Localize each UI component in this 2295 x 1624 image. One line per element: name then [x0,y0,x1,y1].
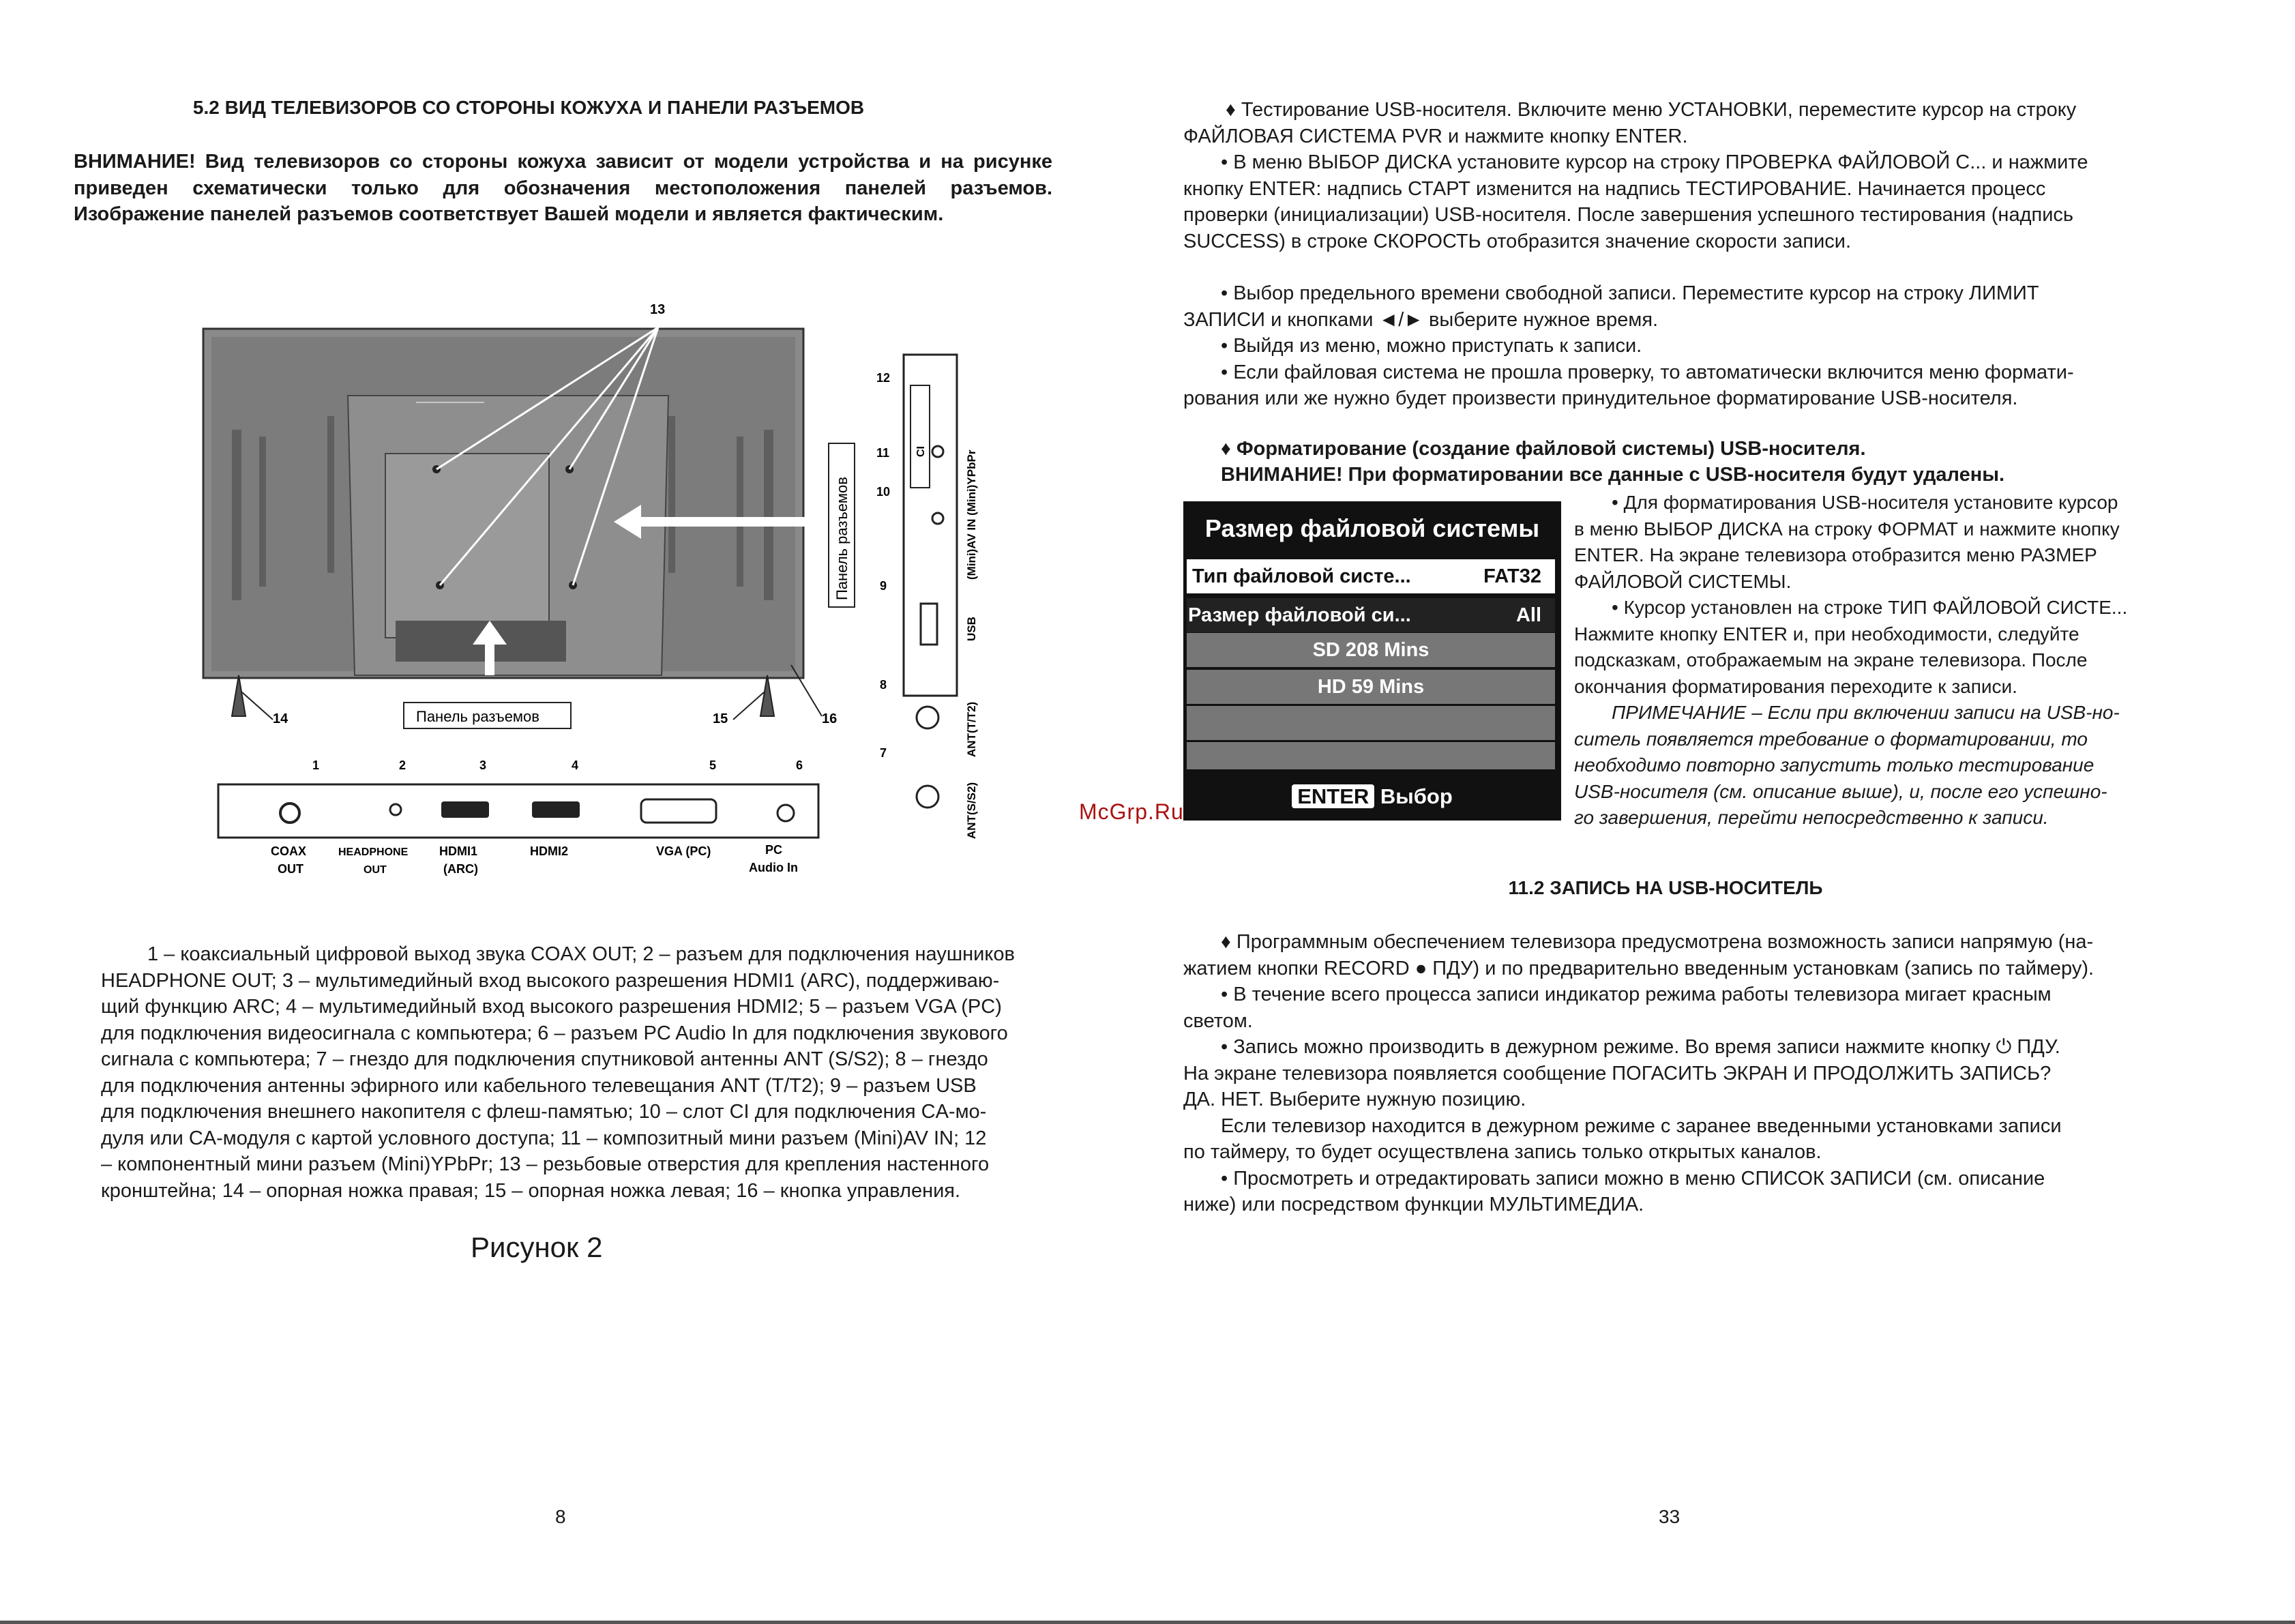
legend-line: дуля или CA-модуля с картой условного доступа; 11 – композитный мини разъем (Mini)AV IN; 12 [101,1127,987,1149]
bottom-edge [0,1621,2295,1624]
conn-label-audio-in: Audio In [749,861,798,874]
text-line: • В меню ВЫБОР ДИСКА установите курсор на строку ПРОВЕРКА ФАЙЛОВОЙ С... и нажмите [1221,151,2088,173]
side-num-12: 12 [876,371,891,385]
panel-label-bottom: Панель разъемов [416,708,539,725]
text-line: светом. [1183,1009,1253,1032]
recording-heading: 11.2 ЗАПИСЬ НА USB-НОСИТЕЛЬ [1508,877,1823,898]
text-line: ситель появляется требование о форматировании, то [1574,728,2088,750]
record-limit-paragraph [1183,280,2200,412]
tv-rear-diagram [191,293,1037,894]
conn-label-vga: VGA (PC) [656,844,711,858]
leg-left [760,675,774,716]
conn-num-3: 3 [479,758,487,772]
text-line: проверки (инициализации) USB-носителя. После завершения успешного тестирования (надпись [1183,204,2073,226]
side-label-ant-s: ANT(S/S2) [965,782,978,839]
legend-line: HEADPHONE OUT; 3 – мультимедийный вход высокого разрешения HDMI1 (ARC), поддерживаю- [101,969,1000,992]
conn-label-hdmi1-2: (ARC) [443,862,478,876]
conn-num-4: 4 [572,758,579,772]
text-line: по таймеру, то будет осуществлена запись только открытых каналов. [1183,1141,1822,1163]
filesystem-size-menu [1183,501,1561,821]
conn-label-hdmi1: HDMI1 [439,844,478,858]
bottom-panel [218,784,818,838]
menu-row-hd: HD 59 Mins [1187,670,1555,704]
label-14: 14 [273,711,288,726]
legend-line: 1 – коаксиальный цифровой выход звука COAX OUT; 2 – разъем для подключения наушников [147,943,1015,965]
menu-row-empty [1187,742,1555,769]
row-value: FAT32 [1483,565,1541,587]
menu-row-fs-size[interactable] [1187,598,1555,632]
enter-key[interactable]: ENTER [1292,784,1374,808]
side-label-ant-t: ANT(T/T2) [965,701,978,757]
text-line: • В течение всего процесса записи индикатор режима работы телевизора мигает красным [1221,984,2052,1005]
conn-label-coax: COAX [271,844,307,858]
figure-caption: Рисунок 2 [471,1231,603,1263]
legend-line: сигнала с компьютера; 7 – гнездо для подключения спутниковой антенны ANT (S/S2); 8 – гнездо [101,1048,988,1070]
conn-label-pc: PC [765,843,783,857]
conn-label-headphone-2: OUT [364,864,387,876]
text-line: • Запись можно производить в дежурном режиме. Во время записи нажмите кнопку ⏻ ПДУ. [1221,1036,2060,1058]
text-line: Если телевизор находится в дежурном режиме с заранее введенными установками записи [1221,1114,2062,1137]
text-line: ЗАПИСИ и кнопками ◄/► выберите нужное время. [1183,308,1659,331]
text-line: USB-носителя (см. описание выше), и, после его успешно- [1574,780,2107,802]
conn-label-coax-2: OUT [278,862,303,876]
text-line: го завершения, перейти непосредственно к записи. [1574,807,2049,828]
text-line: • Для форматирования USB-носителя установите курсор [1612,492,2118,513]
menu-row-fs-type[interactable] [1187,559,1555,593]
text-line: в меню ВЫБОР ДИСКА на строку ФОРМАТ и нажмите кнопку [1574,518,2120,540]
row-label: Тип файловой систе... [1192,565,1411,587]
side-num-8: 8 [880,678,887,692]
label-15: 15 [713,711,728,726]
text-line: окончания форматирования переходите к записи. [1574,675,2017,697]
text-line: • Курсор установлен на строке ТИП ФАЙЛОВОЙ СИСТЕ... [1612,597,2128,618]
side-label-usb: USB [965,617,978,641]
text-line: ♦ Программным обеспечением телевизора предусмотрена возможность записи напрямую (на- [1221,931,2094,953]
text-line: • Выйдя из меню, можно приступать к записи. [1221,335,1642,357]
text-line: Нажмите кнопку ENTER и, при необходимости, следуйте [1574,623,2079,645]
conn-num-2: 2 [399,758,406,772]
label-16: 16 [822,711,838,726]
conn-num-5: 5 [709,758,717,772]
format-title: ♦ Форматирование (создание файловой системы) USB-носителя. [1221,438,1866,460]
text-line: ♦ Тестирование USB-носителя. Включите меню УСТАНОВКИ, переместите курсор на строку [1226,99,2077,121]
row-label: Размер файловой си... [1188,604,1411,626]
text-line: жатием кнопки RECORD ● ПДУ) и по предварительно введенным установкам (запись по таймеру). [1183,957,2094,979]
text-line: кнопку ENTER: надпись СТАРТ изменится на надпись ТЕСТИРОВАНИЕ. Начинается процесс [1183,177,2046,200]
legend-line: кронштейна; 14 – опорная ножка правая; 15 – опорная ножка левая; 16 – кнопка управления. [101,1179,961,1202]
format-instructions [1574,490,2202,700]
text-line: необходимо повторно запустить только тестирование [1574,754,2094,776]
svg-text:CI: CI [915,446,927,457]
section-heading: 5.2 ВИД ТЕЛЕВИЗОРОВ СО СТОРОНЫ КОЖУХА И ПАНЕЛИ РАЗЪЕМОВ [192,97,865,118]
legend-line: для подключения видеосигнала с компьютера; 6 – разъем PC Audio In для подключения звукового [101,1022,1008,1044]
side-label-av: (Mini)AV IN (Mini)YPbPr [965,449,978,580]
legend-line: для подключения внешнего накопителя с флеш-памятью; 10 – слот CI для подключения CA-мо- [101,1101,987,1123]
menu-row-empty [1187,706,1555,740]
usb-test-paragraph [1183,97,2200,254]
text-line: На экране телевизора появляется сообщение ПОГАСИТЬ ЭКРАН И ПРОДОЛЖИТЬ ЗАПИСЬ? [1183,1062,2052,1084]
text-line: • Если файловая система не прошла проверку, то автоматически включится меню формати- [1221,361,2074,383]
callout-13: 13 [650,302,666,317]
text-line: подсказкам, отображаемым на экране телевизора. После [1574,649,2088,670]
text-line: • Просмотреть и отредактировать записи можно в меню СПИСОК ЗАПИСИ (см. описание [1221,1167,2045,1190]
text-line: ПРИМЕЧАНИЕ – Если при включении записи на USB-но- [1612,702,2120,723]
legend-description [101,941,1080,1204]
text-line: ДА. НЕТ. Выберите нужную позицию. [1183,1089,1526,1110]
text-line: • Выбор предельного времени свободной записи. Переместите курсор на строку ЛИМИТ [1221,282,2039,304]
conn-num-1: 1 [312,758,320,772]
side-num-10: 10 [876,485,891,499]
legend-line: щий функцию ARC; 4 – мультимедийный вход высокого разрешения HDMI2; 5 – разъем VGA (PC) [101,996,1002,1018]
text-line: рования или же нужно будет произвести принудительное форматирование USB-носителя. [1183,387,2018,409]
conn-label-headphone: HEADPHONE [338,846,409,858]
menu-footer [1183,772,1561,821]
row-value: All [1515,604,1541,626]
page-number-right: 33 [1659,1506,1680,1527]
recording-paragraph [1183,929,2200,1218]
left-page [0,0,1147,1624]
text-line: ФАЙЛОВАЯ СИСТЕМА PVR и нажмите кнопку ENTER. [1183,125,1688,147]
leg-right [232,675,246,716]
panel-label-side: Панель разъемов [833,477,850,600]
menu-row-sd: SD 208 Mins [1187,633,1555,667]
format-warning: ВНИМАНИЕ! При форматировании все данные с USB-носителя будут удалены. [1221,464,2005,486]
side-num-9: 9 [880,579,887,593]
menu-title: Размер файловой системы [1204,514,1540,542]
text-line: ФАЙЛОВОЙ СИСТЕМЫ. [1574,570,1792,592]
format-note [1574,700,2202,831]
conn-num-6: 6 [796,758,803,772]
mounting-plate [385,454,549,638]
side-num-7: 7 [880,746,887,760]
side-num-11: 11 [876,446,890,460]
watermark: McGrp.Ru [1079,799,1184,824]
footer-action: Выбор [1380,784,1453,808]
right-page [1079,0,2295,1624]
legend-line: для подключения антенны эфирного или кабельного телевещания ANT (T/T2); 9 – разъем USB [101,1074,977,1097]
text-line: ниже) или посредством функции МУЛЬТИМЕДИА. [1183,1194,1644,1215]
conn-label-hdmi2: HDMI2 [530,844,569,858]
text-line: SUCCESS) в строке СКОРОСТЬ отобразится значение скорости записи. [1183,230,1852,252]
legend-line: – компонентный мини разъем (Mini)YPbPr; 13 – резьбовые отверстия для крепления настенного [101,1153,990,1175]
page-number-left: 8 [555,1506,566,1527]
text-line: ENTER. На экране телевизора отобразится меню РАЗМЕР [1574,544,2097,565]
warning-paragraph: ВНИМАНИЕ! Вид телевизоров со стороны кожуха зависит от модели устройства и на рисунке приведен схематически только для обозначения местоположения панелей разъемов. Изображение панелей разъемов соответствует Вашей модели и является фактическим. [74,151,1052,225]
